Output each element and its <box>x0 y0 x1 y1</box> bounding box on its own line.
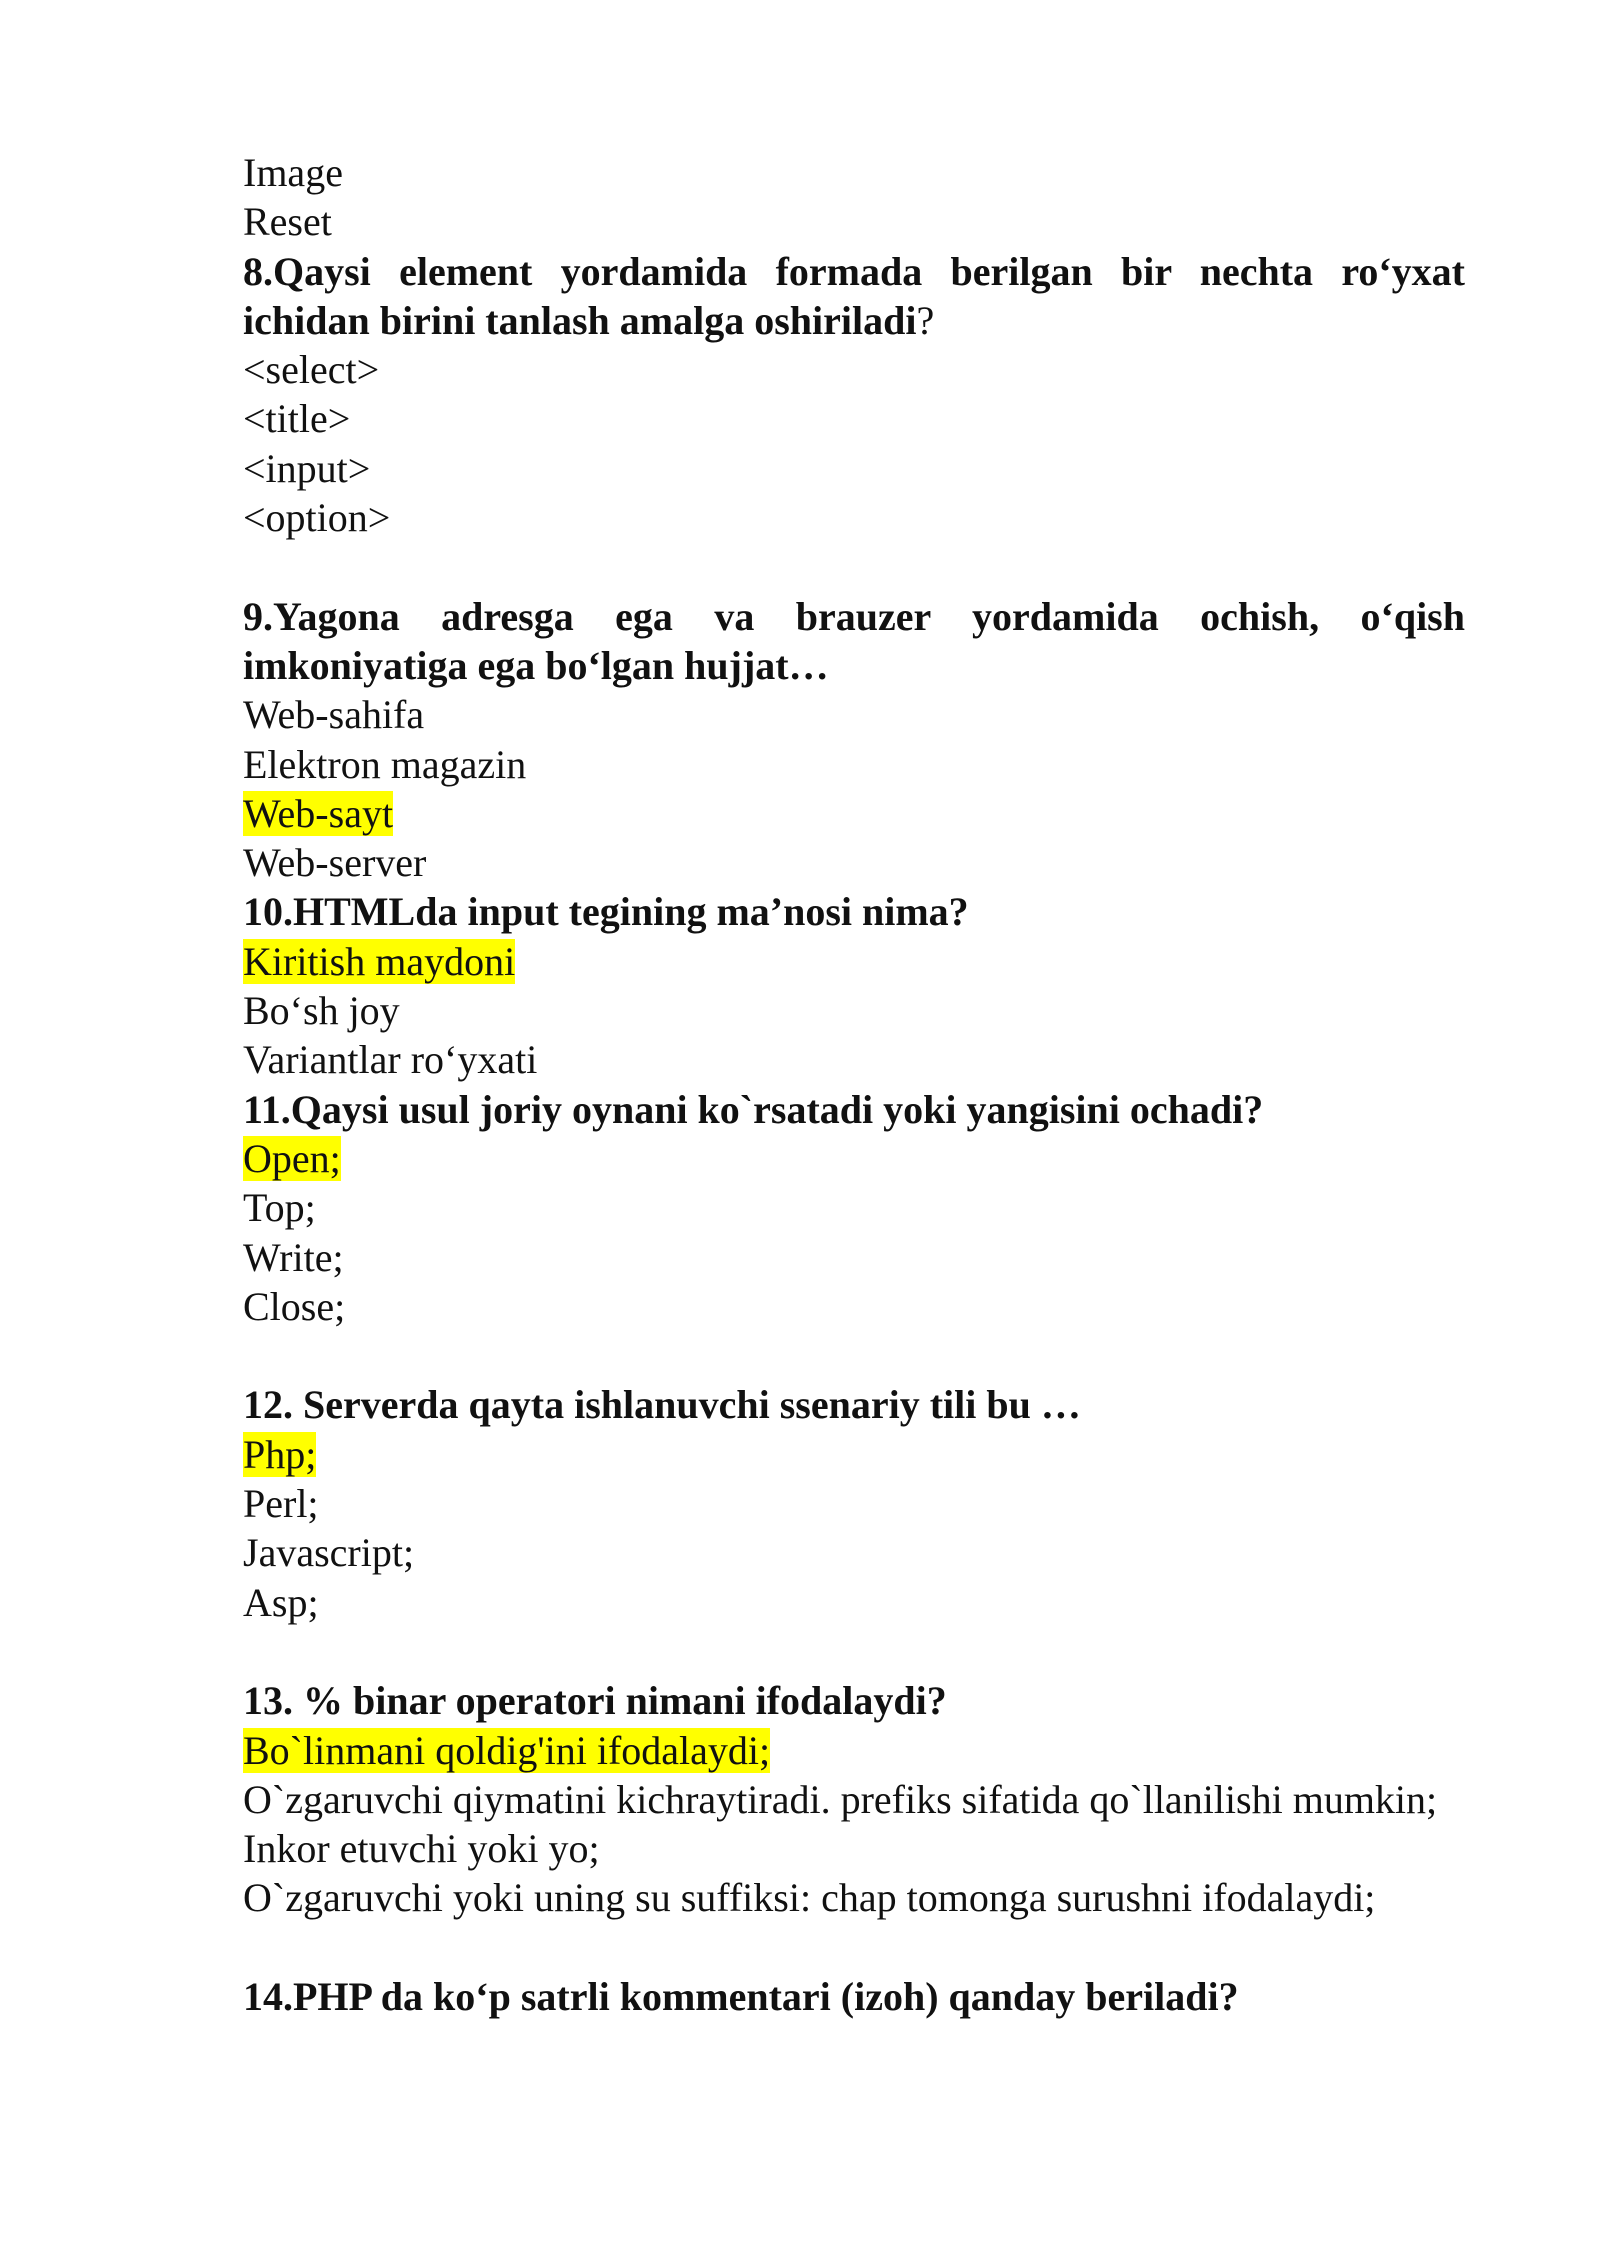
answer-option <box>243 1430 1465 1479</box>
option-text: Top; <box>243 1185 316 1231</box>
blank-line <box>243 1923 1465 1972</box>
option-text: Write; <box>243 1234 344 1280</box>
question-14: 14.PHP da ko‘p satrli kommentari (izoh) qanday beriladi? <box>243 1973 1239 2019</box>
answer-option <box>243 937 1465 986</box>
question-8-suffix: ? <box>916 297 935 343</box>
option-text: Bo‘sh joy <box>243 988 400 1034</box>
option-text: <input> <box>243 445 371 491</box>
question-13: 13. % binar operatori nimani ifodalaydi? <box>243 1678 947 1724</box>
option-text: Web-sahifa <box>243 692 425 738</box>
highlighted-answer: Web-sayt <box>243 790 394 836</box>
highlighted-answer: Php; <box>243 1431 317 1477</box>
highlighted-answer: Open; <box>243 1135 341 1181</box>
option-text: Javascript; <box>243 1530 415 1576</box>
option-text: Inkor etuvchi yoki yo; <box>243 1826 600 1872</box>
option-text: O`zgaruvchi yoki uning su suffiksi: chap tomonga surushni ifodalaydi; <box>243 1875 1376 1921</box>
question-8 <box>243 247 1465 346</box>
blank-line <box>243 1627 1465 1676</box>
highlighted-answer: Bo`linmani qoldig'ini ifodalaydi; <box>243 1727 771 1773</box>
option-text: <select> <box>243 347 380 393</box>
answer-option <box>243 1726 1465 1775</box>
option-text: Perl; <box>243 1481 319 1527</box>
option-text: Web-server <box>243 840 427 886</box>
question-11: 11.Qaysi usul joriy oynani ko`rsatadi yoki yangisini ochadi? <box>243 1086 1264 1132</box>
option-text: Reset <box>243 199 332 245</box>
option-text: <option> <box>243 495 391 541</box>
question-9: 9.Yagona adresga ega va brauzer yordamida ochish, o‘qish imkoniyatiga ega bo‘lgan hujjat… <box>243 593 1465 688</box>
highlighted-answer: Kiritish maydoni <box>243 938 516 984</box>
question-8-text: 8.Qaysi element yordamida formada berilgan bir nechta ro‘yxat ichidan birini tanlash amalga oshiriladi <box>243 248 1465 343</box>
option-text: Asp; <box>243 1579 319 1625</box>
question-10: 10.HTMLda input tegining ma’nosi nima? <box>243 889 969 935</box>
option-text: O`zgaruvchi qiymatini kichraytiradi. prefiks sifatida qo`llanilishi mumkin; <box>243 1776 1438 1822</box>
answer-option <box>243 789 1465 838</box>
option-text: Variantlar ro‘yxati <box>243 1037 538 1083</box>
blank-line <box>243 542 1465 591</box>
blank-line <box>243 1331 1465 1380</box>
document-page <box>243 148 1465 2021</box>
option-text: Image <box>243 150 343 195</box>
option-text: Close; <box>243 1283 346 1329</box>
option-text: <title> <box>243 396 351 442</box>
answer-option <box>243 1134 1465 1183</box>
option-text: Elektron magazin <box>243 741 527 787</box>
question-12: 12. Serverda qayta ishlanuvchi ssenariy tili bu … <box>243 1382 1081 1428</box>
